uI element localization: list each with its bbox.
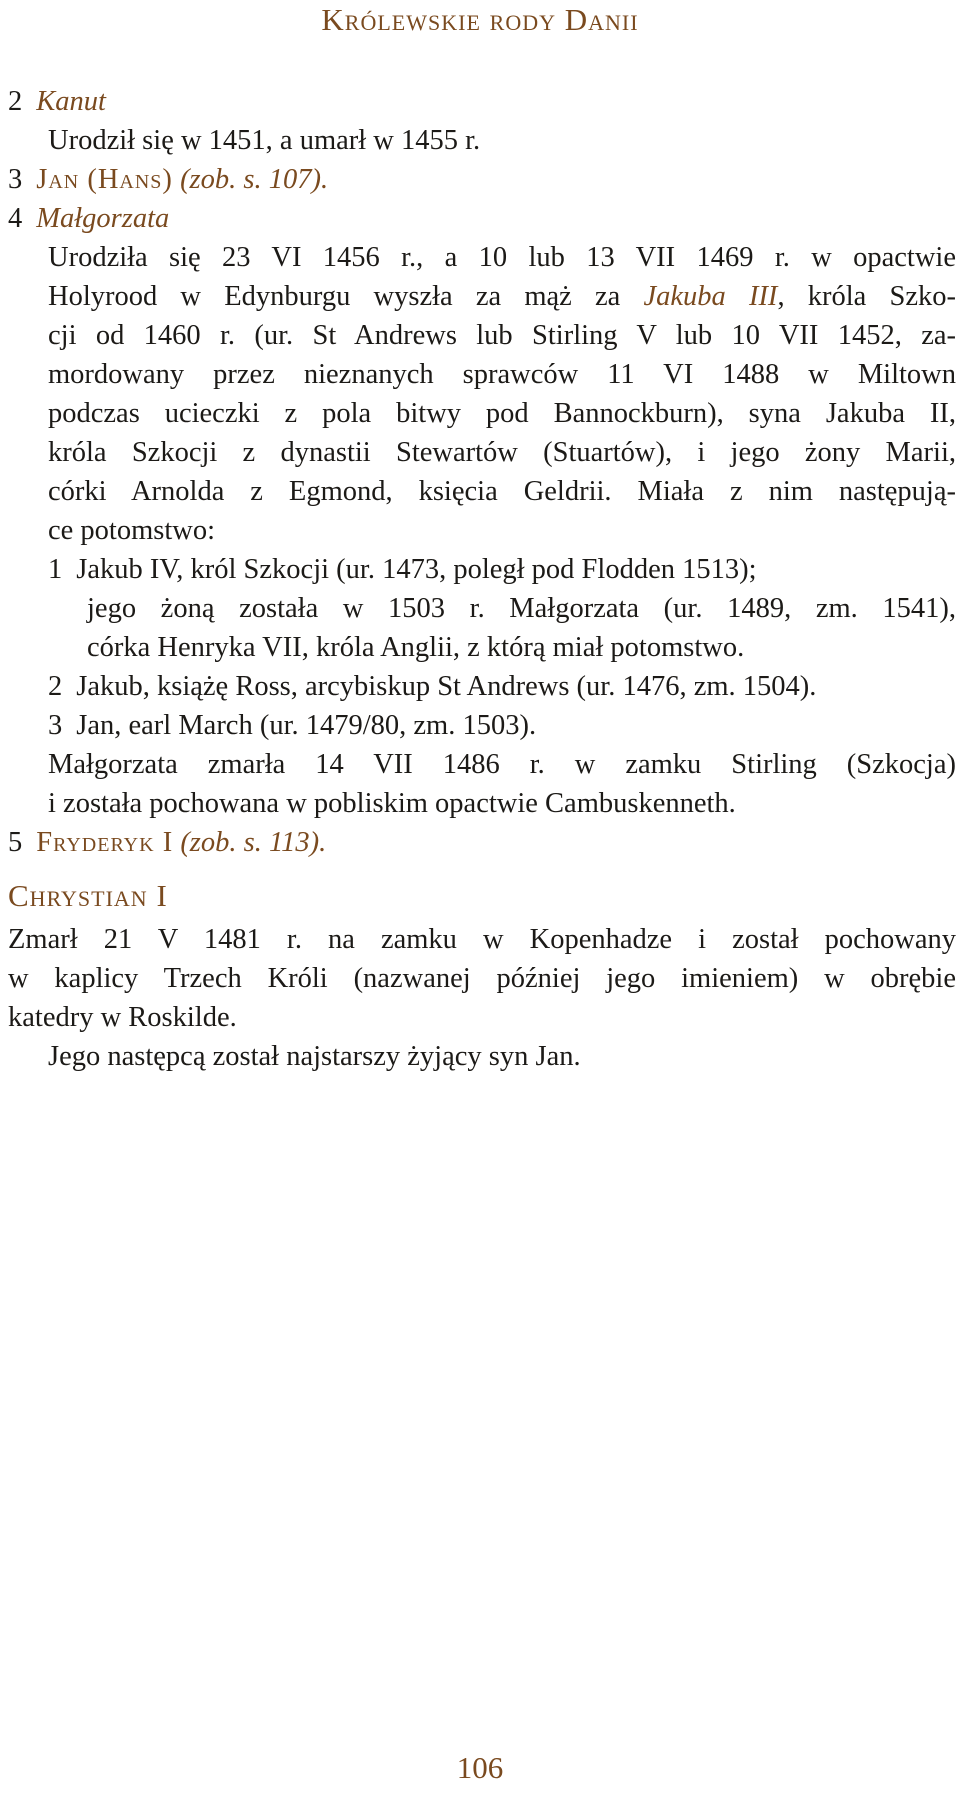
entry-jan [8, 160, 956, 199]
bio-line: króla Szkocji z dynastii Stewartów (Stuartów), i jego żony Marii, [48, 437, 956, 468]
child-item [8, 550, 956, 589]
bio-text: Holyrood w Edynburgu wyszła za mąż za [48, 281, 644, 312]
bio-line: Urodziła się 23 VI 1456 r., a 10 lub 13 VII 1469 r. w opactwie [48, 242, 956, 273]
child-number: 2 [48, 671, 63, 702]
death-line: i została pochowana w pobliskim opactwie Cambuskenneth. [48, 788, 736, 819]
bio-line: podczas ucieczki z pola bitwy pod Bannockburn), syna Jakuba II, [48, 398, 956, 429]
entry-number: 4 [8, 203, 23, 234]
entry-malgorzata [8, 199, 956, 238]
entry-name: Jan (Hans) [36, 164, 173, 195]
child-item [8, 667, 956, 706]
entry-number: 5 [8, 827, 23, 858]
bio-line: ce potomstwo: [48, 515, 216, 546]
section-line: w kaplicy Trzech Króli (nazwanej później jego imieniem) w obrębie [8, 963, 956, 994]
section-line: katedry w Roskilde. [8, 1002, 237, 1033]
child-number: 1 [48, 554, 63, 585]
entry-number: 3 [8, 164, 23, 195]
entry-kanut-bio: Urodził się w 1451, a umarł w 1455 r. [48, 125, 481, 156]
husband-name: Jakuba III [643, 281, 778, 312]
child-text: Jan, earl March (ur. 1479/80, zm. 1503). [76, 710, 537, 741]
entry-fryderyk [8, 823, 956, 862]
entry-number: 2 [8, 86, 23, 117]
death-line: Małgorzata zmarła 14 VII 1486 r. w zamku Stirling (Szkocja) [48, 749, 956, 780]
entry-kanut [8, 82, 956, 121]
child-text-line: jego żoną została w 1503 r. Małgorzata (ur. 1489, zm. 1541), [87, 593, 956, 624]
bio-line: cji od 1460 r. (ur. St Andrews lub Stirling V lub 10 VII 1452, za- [48, 320, 956, 351]
cross-reference: (zob. s. 113). [180, 827, 327, 858]
child-item [8, 706, 956, 745]
child-text: Jakub IV, król Szkocji (ur. 1473, poległ pod Flodden 1513); [76, 554, 757, 585]
successor-line: Jego następcą został najstarszy żyjący syn Jan. [48, 1041, 581, 1072]
bio-text: , króla Szko- [777, 281, 956, 312]
page-content [8, 82, 956, 1076]
bio-line: córki Arnolda z Egmond, księcia Geldrii. Miała z nim następują- [48, 476, 956, 507]
section-title: Chrystian I [8, 878, 168, 913]
child-text: Jakub, książę Ross, arcybiskup St Andrews (ur. 1476, zm. 1504). [76, 671, 817, 702]
entry-name: Kanut [36, 86, 106, 117]
entry-name: Małgorzata [36, 203, 170, 234]
bio-line: mordowany przez nieznanych sprawców 11 VI 1488 w Miltown [48, 359, 956, 390]
section-line: Zmarł 21 V 1481 r. na zamku w Kopenhadze i został pochowany [8, 924, 956, 955]
child-text-line: córka Henryka VII, króla Anglii, z którą miał potomstwo. [87, 632, 745, 663]
cross-reference: (zob. s. 107). [180, 164, 329, 195]
bio-line [8, 277, 956, 316]
page-number: 106 [456, 1750, 504, 1785]
running-header: Królewskie rody Danii [321, 2, 639, 37]
entry-name: Fryderyk I [36, 827, 174, 858]
child-number: 3 [48, 710, 63, 741]
